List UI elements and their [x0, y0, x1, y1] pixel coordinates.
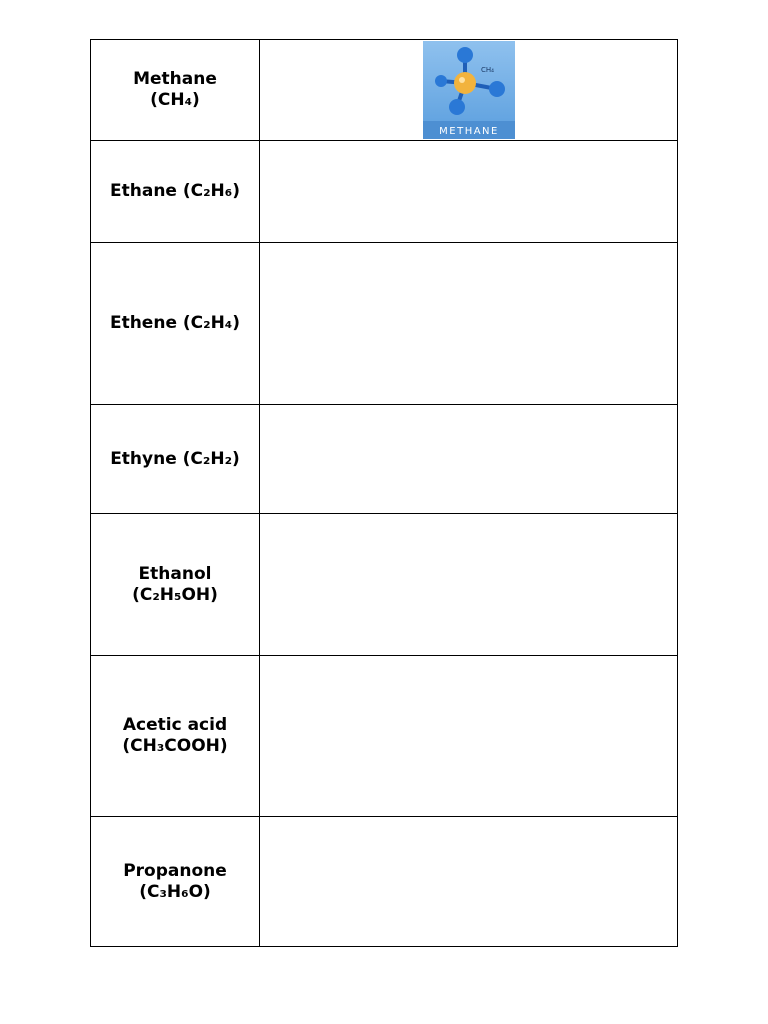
molecule-formula: (C₃H₆O) — [139, 881, 211, 902]
image-cell-ethene — [260, 243, 678, 405]
molecule-name: Acetic acid — [122, 715, 228, 735]
molecule-formula: (CH₄) — [150, 90, 200, 110]
name-cell-ethene — [91, 243, 260, 405]
table-row — [91, 40, 678, 141]
molecule-formula: (CH₃COOH) — [122, 736, 228, 756]
molecule-table — [90, 39, 678, 947]
image-cell-acetic-acid — [260, 656, 678, 817]
name-cell-ethyne — [91, 405, 260, 514]
table-row — [91, 243, 678, 405]
image-cell-ethanol — [260, 514, 678, 656]
molecule-name: Ethanol — [138, 563, 212, 584]
table-row — [91, 141, 678, 243]
molecule-formula: (C₂H₅OH) — [132, 584, 218, 605]
table-row — [91, 405, 678, 514]
table-row — [91, 656, 678, 817]
name-cell-ethanol — [91, 514, 260, 656]
name-cell-methane — [91, 40, 260, 141]
methane-formula-label: CH₄ — [480, 66, 494, 74]
image-cell-ethane — [260, 141, 678, 243]
molecule-name: Ethene (C₂H₄) — [109, 313, 241, 333]
name-cell-propanone — [91, 817, 260, 947]
table-row — [91, 817, 678, 947]
molecule-name: Ethane (C₂H₆) — [110, 181, 240, 201]
image-cell-propanone — [260, 817, 678, 947]
molecule-name: Methane — [133, 69, 217, 89]
molecule-name: Ethyne (C₂H₂) — [110, 448, 240, 469]
molecule-name: Propanone — [123, 860, 227, 881]
image-cell-methane — [260, 40, 678, 141]
image-cell-ethyne — [260, 405, 678, 514]
name-cell-ethane — [91, 141, 260, 243]
methane-caption: METHANE — [438, 126, 499, 137]
table-row — [91, 514, 678, 656]
methane-molecule-image — [423, 41, 515, 139]
name-cell-acetic-acid — [91, 656, 260, 817]
